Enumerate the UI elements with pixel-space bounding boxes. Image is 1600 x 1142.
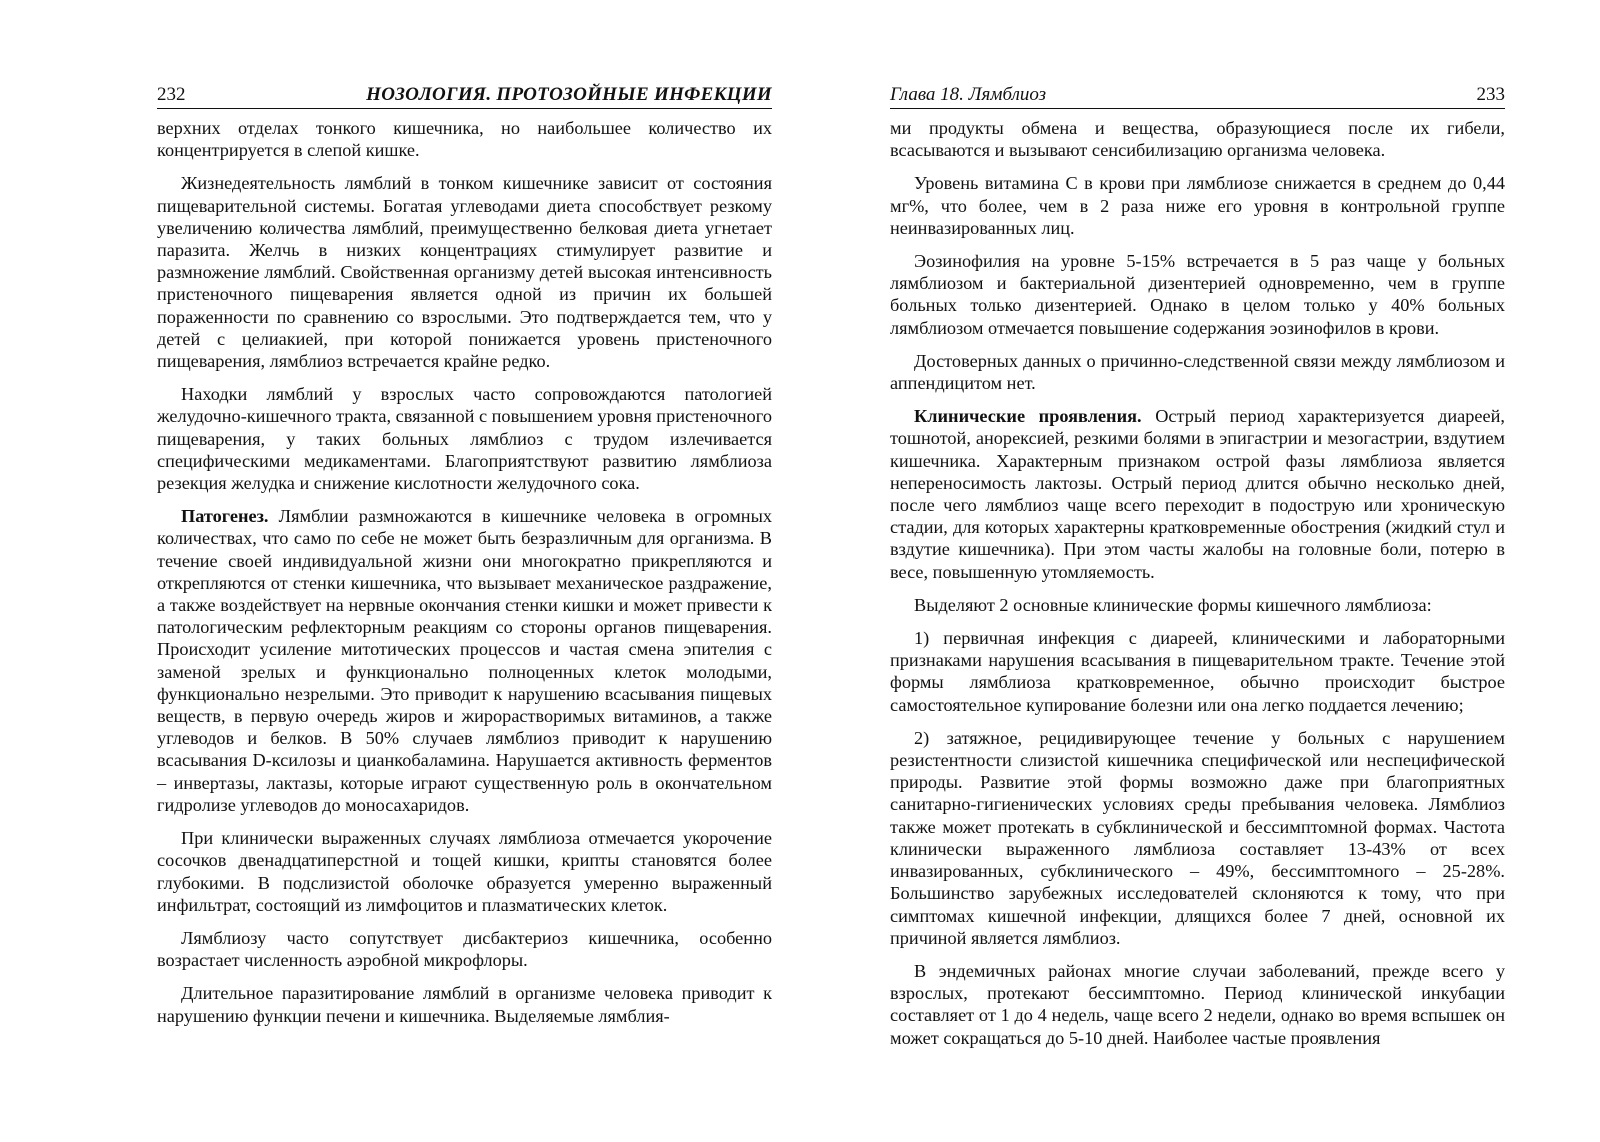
paragraph: Выделяют 2 основные клинические формы кишечного лямблиоза: [914,594,1432,615]
paragraph: Находки лямблий у взрослых часто сопровождаются патологией желудочно-кишечного тракта, связанной с повышением уровня пристеночного пищеварения, у таких больных лямблиоз с трудом излечивается специфическими медикаментами. Благоприятствуют развитию лямблиоза резекция желудка и снижение кислотности желудочного сока. [157,384,772,494]
paragraph: Эозинофилия на уровне 5-15% встречается в 5 раз чаще у больных лямблиозом и бактериальной дизентерией одновременно, чем в группе больных только дизентерией. Однако в целом только у 40% больных лямблиозом отмечается повышение содержания эозинофилов в крови. [890,251,1505,338]
page-number: 233 [1476,84,1505,105]
right-page-body [890,117,1505,1049]
paragraph: Патогенез. Лямблии размножаются в кишечнике человека в огромных количествах, что само по себе не может быть безразличным для организма. В течение своей индивидуальной жизни они многократно прикрепляются и открепляются от стенки кишечника, что вызывает механическое раздражение, а также воздействует на нервные окончания стенки кишки и может привести к патологическим рефлекторным реакциям со стороны органов пищеварения. Происходит усиление митотических процессов и частая смена эпителия с заменой зрелых и функционально полноценных клеток молодыми, функционально незрелыми. Это приводит к нарушению всасывания пищевых веществ, в первую очередь жиров и жирорастворимых витаминов, а также углеводов и белков. В 50% случаев лямблиоз приводит к нарушению всасывания D-ксилозы и цианкобаламина. Нарушается активность ферментов – инвертазы, лактазы, которые играют существенную роль в окончательном гидролизе углеводов до моносахаридов. [157,506,772,815]
paragraph: Достоверных данных о причинно-следственной связи между лямблиозом и аппендицитом нет. [890,350,1505,394]
paragraph: Уровень витамина С в крови при лямблиозе снижается в среднем до 0,44 мг%, что более, чем в 2 раза ниже его уровня в контрольной группе неинвазированных лиц. [890,173,1505,238]
right-page [890,80,1505,1060]
paragraph: верхних отделах тонкого кишечника, но наибольшее количество их концентрируется в слепой кишке. [157,118,772,161]
list-item: 2) затяжное, рецидивирующее течение у больных с нарушением резистентности слизистой кишечника специфической или неспецифической природы. Развитие этой формы возможно даже при благоприятных санитарно-гигиенических условиях среды пребывания человека. Лямблиоз также может протекать в субклинической и бессимптомной формах. Частота клинически выраженного лямблиоза составляет 13-43% от всех инвазированных, субклинического – 49%, бессимптомного – 25-28%. Большинство зарубежных исследователей склоняются к тому, что при симптомах кишечной инфекции, длящихся более 7 дней, основной их причиной является лямблиоз. [890,727,1505,948]
running-title: НОЗОЛОГИЯ. ПРОТОЗОЙНЫЕ ИНФЕКЦИИ [366,84,772,105]
paragraph: Лямблиозу часто сопутствует дисбактериоз кишечника, особенно возрастает численность аэробной микрофлоры. [157,927,772,971]
page-number: 232 [157,84,186,105]
section-lead: Клинические проявления. [914,406,1142,427]
chapter-title: Глава 18. Лямблиоз [890,84,1047,105]
left-page-body [157,117,772,1027]
paragraph: При клинически выраженных случаях лямблиоза отмечается укорочение сосочков двенадцатиперстной и тощей кишки, крипты становятся более глубокими. В подслизистой оболочке образуется умеренно выраженный инфильтрат, состоящий из лимфоцитов и плазматических клеток. [157,828,772,915]
left-page-header [157,80,772,109]
paragraph: ми продукты обмена и вещества, образующиеся после их гибели, всасываются и вызывают сенсибилизацию организма человека. [890,118,1505,161]
right-page-header [890,80,1505,109]
left-page [157,80,772,1038]
section-lead: Патогенез. [181,506,269,527]
paragraph: В эндемичных районах многие случаи заболеваний, прежде всего у взрослых, протекают бессимптомно. Период клинической инкубации составляет от 1 до 4 недель, чаще всего 2 недели, однако во время вспышек он может сокращаться до 5-10 дней. Наиболее частые проявления [890,960,1505,1048]
list-item: 1) первичная инфекция с диареей, клиническими и лабораторными признаками нарушения всасывания в пищеварительном тракте. Течение этой формы лямблиоза кратковременное, обычно происходит быстрое самостоятельное купирование болезни или она легко поддается лечению; [890,628,1505,715]
paragraph: Длительное паразитирование лямблий в организме человека приводит к нарушению функции печени и кишечника. Выделяемые лямблия- [157,983,772,1026]
paragraph: Жизнедеятельность лямблий в тонком кишечнике зависит от состояния пищеварительной системы. Богатая углеводами диета способствует резкому увеличению количества лямблий, преимущественно белковая диета угнетает паразита. Желчь в низких концентрациях стимулирует развитие и размножение лямблий. Свойственная организму детей высокая интенсивность пристеночного пищеварения является одной из причин их большей пораженности по сравнению со взрослыми. Это подтверждается тем, что у детей с целиакией, при которой понижается уровень пристеночного пищеварения, лямблиоз встречается крайне редко. [157,173,772,372]
paragraph: Клинические проявления. Острый период характеризуется диареей, тошнотой, анорексией, резкими болями в эпигастрии и мезогастрии, вздутием кишечника. Характерным признаком острой фазы лямблиоза является непереносимость лактозы. Острый период длится обычно несколько дней, после чего лямблиоз чаще всего переходит в подострую или хроническую стадии, для которых характерны кратковременные обострения (жидкий стул и вздутие кишечника). При этом часты жалобы на головные боли, потерю в весе, повышенную утомляемость. [890,406,1505,582]
